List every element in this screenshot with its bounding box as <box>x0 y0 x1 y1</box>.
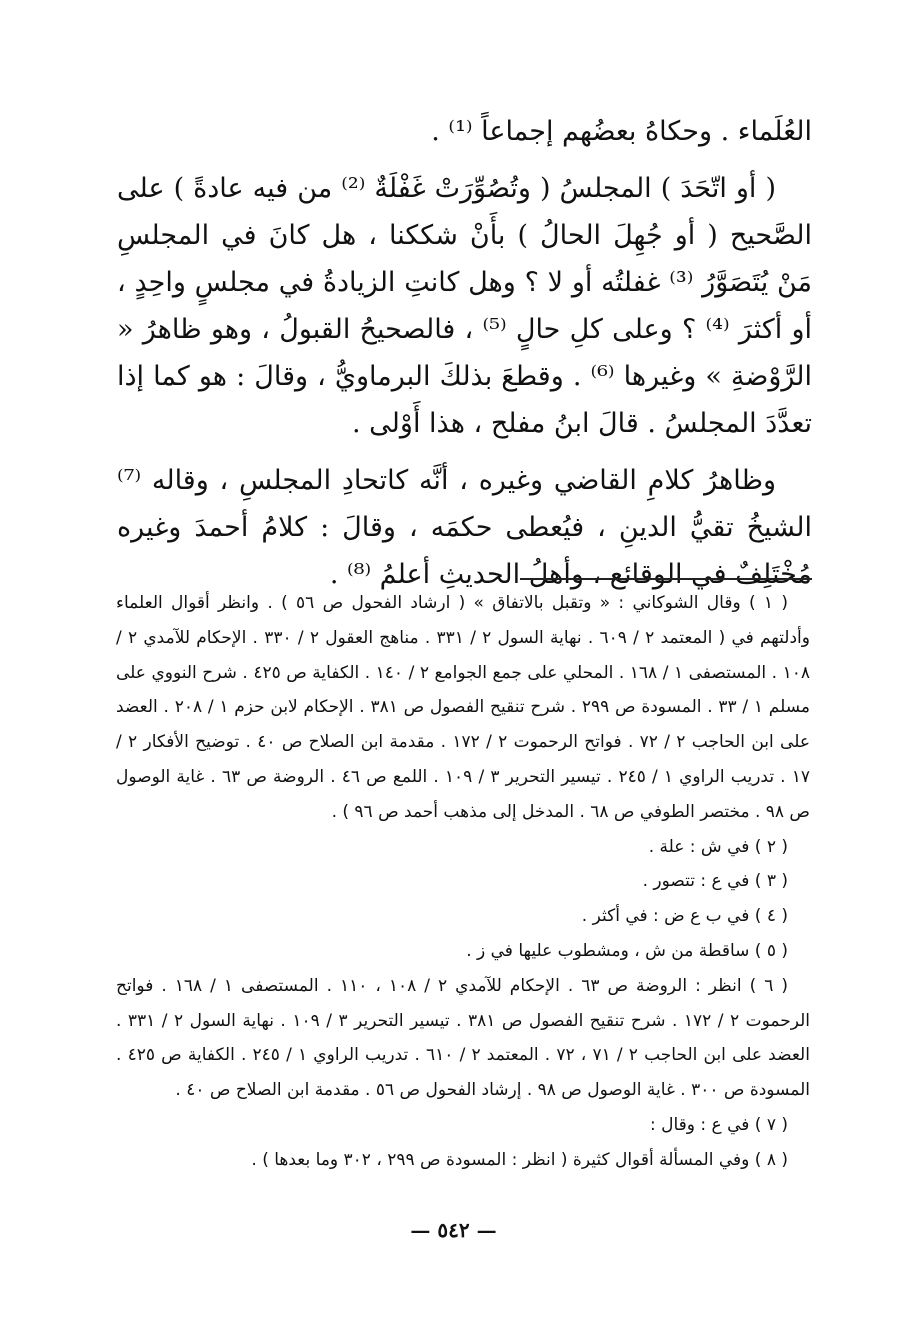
footnote-8: ( ٨ ) وفي المسألة أقوال كثيرة ( انظر : المسودة ص ٢٩٩ ، ٣٠٢ وما بعدها ) . <box>251 1149 788 1170</box>
footnote-6: ( ٦ ) انظر : الروضة ص ٦٣ . الإحكام للآمدي ٢ / ١٠٨ ، ١١٠ . المستصفى ١ / ١٦٨ . فواتح الرحموت ٢ / ١٧٢ . شرح تنقيح الفصول ص ٣٨١ . تيسير التحرير ٣ / ١٠٩ . نهاية السول ٢ / ٣٣١ . العضد على ابن الحاجب ٢ / ٧١ ، ٧٢ . المعتمد ٢ / ٦١٠ . تدريب الراوي ١ / ٢٤٥ . الكفاية ص ٤٢٥ . المسودة ص ٣٠٠ . غاية الوصول ص ٩٨ . إرشاد الفحول ص ٥٦ . مقدمة ابن الصلاح ص ٤٠ . <box>116 975 811 1101</box>
main-paragraph-3: وظاهرُ كلامِ القاضي وغيره ، أنَّه كاتحادِ المجلسِ ، وقاله ⁽⁷⁾ الشيخُ تقيُّ الدينِ ، فيُعطى حكمَه ، وقالَ : كلامُ أحمدَ وغيره مُخْتَلِفٌ في الوقائع ، وأهلُ الحديثِ أعلمُ ⁽⁸⁾ . <box>117 465 812 590</box>
page-number: — ٥٤٢ — <box>410 1218 497 1242</box>
footnote-2: ( ٢ ) في ش : علة . <box>648 836 788 857</box>
main-paragraph-2: ( أو اتّحَدَ ) المجلسُ ( وتُصُوِّرَتْ غَفْلَةٌ ⁽²⁾ من فيه عادةً ) على الصَّحيح ( أو جُهِلَ الحالُ ) بأَنْ شككنا ، هل كانَ في المجلسِ مَنْ يُتَصَوَّرُ ⁽³⁾ غفلتُه أو لا ؟ وهل كانتِ الزيادةُ في مجلسٍ واحِدٍ ، أو أكثرَ ⁽⁴⁾ ؟ وعلى كلِ حالٍ ⁽⁵⁾ ، فالصحيحُ القبولُ ، وهو ظاهرُ « الرَّوْضةِ » وغيرها ⁽⁶⁾ . وقطعَ بذلكَ البرماويُّ ، وقالَ : هو كما إذا تعدَّدَ المجلسُ . قالَ ابنُ مفلح ، هذا أَوْلى . <box>117 173 813 439</box>
footnote-5: ( ٥ ) ساقطة من ش ، ومشطوب عليها في ز . <box>466 940 788 961</box>
footnote-4: ( ٤ ) في ب ع ض : في أكثر . <box>581 906 788 927</box>
footnote-3: ( ٣ ) في ع : تتصور . <box>642 871 788 892</box>
footnotes-section <box>116 586 810 1178</box>
footnote-1: ( ١ ) وقال الشوكاني : « وتقبل بالاتفاق » ( ارشاد الفحول ص ٥٦ ) . وانظر أقوال العلماء وأدلتهم في ( المعتمد ٢ / ٦٠٩ . نهاية السول ٢ / ٣٣١ . مناهج العقول ٢ / ٣٣٠ . الإحكام للآمدي ٢ / ١٠٨ . المستصفى ١ / ١٦٨ . المحلي على جمع الجوامع ٢ / ١٤٠ . الكفاية ص ٤٢٥ . شرح النووي على مسلم ١ / ٣٣ . المسودة ص ٢٩٩ . شرح تنقيح الفصول ص ٣٨١ . الإحكام لابن حزم ١ / ٢٠٨ . العضد على ابن الحاجب ٢ / ٧٢ . فواتح الرحموت ٢ / ١٧٢ . مقدمة ابن الصلاح ص ٤٠ . توضيح الأفكار ٢ / ١٧ . تدريب الراوي ١ / ٢٤٥ . تيسير التحرير ٣ / ١٠٩ . اللمع ص ٤٦ . الروضة ص ٦٣ . غاية الوصول ص ٩٨ . مختصر الطوفي ص ٦٨ . المدخل إلى مذهب أحمد ص ٩٦ ) . <box>116 593 810 822</box>
footnote-separator <box>520 578 812 580</box>
main-text-body <box>117 108 812 598</box>
footnote-7: ( ٧ ) في ع : وقال : <box>649 1114 788 1135</box>
main-paragraph-1: العُلَماء . وحكاهُ بعضُهم إجماعاً ⁽¹⁾ . <box>431 116 812 147</box>
